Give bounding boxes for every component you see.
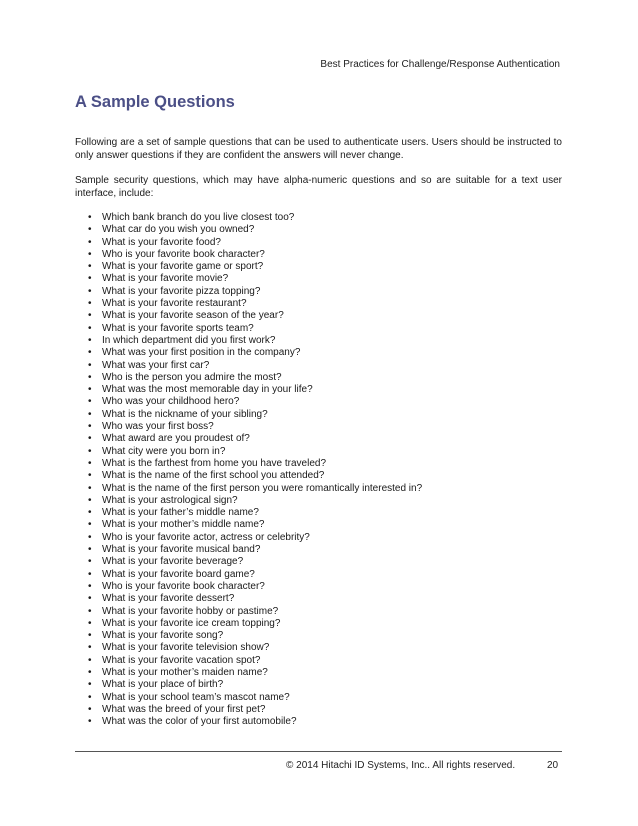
list-item — [88, 655, 422, 667]
list-item — [88, 679, 422, 691]
bullet-icon: • — [88, 691, 92, 703]
question-text: Who is the person you admire the most? — [102, 371, 282, 383]
list-item — [88, 298, 422, 310]
question-text: What is your favorite board game? — [102, 568, 255, 580]
bullet-icon: • — [88, 261, 92, 273]
question-text: What is your favorite game or sport? — [102, 261, 264, 273]
list-item — [88, 261, 422, 273]
list-item — [88, 286, 422, 298]
list-item — [88, 384, 422, 396]
bullet-icon: • — [88, 334, 92, 346]
list-item — [88, 409, 422, 421]
question-text: What is your favorite beverage? — [102, 556, 244, 568]
bullet-icon: • — [88, 580, 92, 592]
bullet-icon: • — [88, 605, 92, 617]
bullet-icon: • — [88, 482, 92, 494]
bullet-icon: • — [88, 371, 92, 383]
bullet-icon: • — [88, 248, 92, 260]
list-item — [88, 396, 422, 408]
question-text: What is your favorite food? — [102, 236, 221, 248]
list-item — [88, 273, 422, 285]
intro-paragraph: Following are a set of sample questions that can be used to authenticate users. Users should be instructed to only answer questions if they are confident the answers will never change. — [75, 137, 562, 161]
list-item — [88, 630, 422, 642]
list-item — [88, 618, 422, 630]
question-text: What is your place of birth? — [102, 679, 224, 691]
question-text: What is your school team’s mascot name? — [102, 691, 290, 703]
list-item — [88, 593, 422, 605]
list-item — [88, 310, 422, 322]
question-text: What is your favorite musical band? — [102, 544, 261, 556]
bullet-icon: • — [88, 224, 92, 236]
question-text: What is your favorite pizza topping? — [102, 285, 261, 297]
question-text: In which department did you first work? — [102, 334, 276, 346]
question-text: What car do you wish you owned? — [102, 224, 255, 236]
list-item — [88, 212, 422, 224]
question-text: What is your favorite vacation spot? — [102, 654, 261, 666]
bullet-icon: • — [88, 531, 92, 543]
bullet-icon: • — [88, 322, 92, 334]
question-text: What is your father’s middle name? — [102, 507, 259, 519]
question-text: What is your mother’s maiden name? — [102, 666, 268, 678]
bullet-icon: • — [88, 519, 92, 531]
question-list — [88, 212, 422, 728]
question-text: What is your favorite restaurant? — [102, 298, 247, 310]
intro-paragraph-2: Sample security questions, which may have alpha-numeric questions and so are suitable for a text user interface, include: — [75, 175, 562, 199]
bullet-icon: • — [88, 494, 92, 506]
bullet-icon: • — [88, 654, 92, 666]
bullet-icon: • — [88, 421, 92, 433]
bullet-icon: • — [88, 544, 92, 556]
running-header: Best Practices for Challenge/Response Authentication — [320, 59, 560, 70]
question-text: What is the nickname of your sibling? — [102, 408, 268, 420]
bullet-icon: • — [88, 347, 92, 359]
list-item — [88, 544, 422, 556]
question-text: What is the farthest from home you have traveled? — [102, 457, 326, 469]
bullet-icon: • — [88, 617, 92, 629]
list-item — [88, 532, 422, 544]
list-item — [88, 556, 422, 568]
list-item — [88, 224, 422, 236]
question-text: What was the breed of your first pet? — [102, 703, 266, 715]
question-text: What is your favorite dessert? — [102, 593, 235, 605]
bullet-icon: • — [88, 593, 92, 605]
bullet-icon: • — [88, 666, 92, 678]
question-text: What is your favorite song? — [102, 630, 224, 642]
list-item — [88, 360, 422, 372]
list-item — [88, 347, 422, 359]
question-text: Who is your favorite actor, actress or celebrity? — [102, 531, 310, 543]
bullet-icon: • — [88, 236, 92, 248]
bullet-icon: • — [88, 273, 92, 285]
question-text: What is your favorite hobby or pastime? — [102, 605, 279, 617]
list-item — [88, 495, 422, 507]
bullet-icon: • — [88, 556, 92, 568]
question-text: What was the most memorable day in your life? — [102, 384, 313, 396]
footer-copyright: © 2014 Hitachi ID Systems, Inc.. All rights reserved. — [286, 760, 516, 771]
question-text: What is the name of the first person you were romantically interested in? — [102, 482, 423, 494]
question-text: What award are you proudest of? — [102, 433, 250, 445]
list-item — [88, 470, 422, 482]
bullet-icon: • — [88, 359, 92, 371]
list-item — [88, 667, 422, 679]
list-item — [88, 569, 422, 581]
bullet-icon: • — [88, 408, 92, 420]
question-text: Which bank branch do you live closest too? — [102, 212, 295, 223]
question-text: Who is your favorite book character? — [102, 580, 265, 592]
list-item — [88, 249, 422, 261]
list-item — [88, 433, 422, 445]
question-text: What was your first position in the company? — [102, 347, 301, 359]
list-item — [88, 483, 422, 495]
bullet-icon: • — [88, 679, 92, 691]
list-item — [88, 446, 422, 458]
list-item — [88, 692, 422, 704]
list-item — [88, 372, 422, 384]
list-item — [88, 507, 422, 519]
list-item — [88, 335, 422, 347]
question-text: Who is your favorite book character? — [102, 248, 265, 260]
question-text: What is your favorite television show? — [102, 642, 270, 654]
question-text: What is your favorite ice cream topping? — [102, 617, 281, 629]
bullet-icon: • — [88, 396, 92, 408]
list-item — [88, 642, 422, 654]
question-text: What is your favorite season of the year? — [102, 310, 284, 322]
question-text: What is your astrological sign? — [102, 494, 238, 506]
bullet-icon: • — [88, 630, 92, 642]
bullet-icon: • — [88, 310, 92, 322]
bullet-icon: • — [88, 457, 92, 469]
bullet-icon: • — [88, 568, 92, 580]
bullet-icon: • — [88, 716, 92, 728]
bullet-icon: • — [88, 433, 92, 445]
list-item — [88, 606, 422, 618]
question-text: Who was your childhood hero? — [102, 396, 240, 408]
question-text: What city were you born in? — [102, 445, 226, 457]
question-text: What was your first car? — [102, 359, 210, 371]
list-item — [88, 421, 422, 433]
list-item — [88, 716, 422, 728]
question-text: What is your favorite movie? — [102, 273, 229, 285]
bullet-icon: • — [88, 285, 92, 297]
list-item — [88, 519, 422, 531]
section-title: A Sample Questions — [75, 93, 235, 111]
bullet-icon: • — [88, 470, 92, 482]
bullet-icon: • — [88, 298, 92, 310]
list-item — [88, 458, 422, 470]
list-item — [88, 323, 422, 335]
page-number: 20 — [547, 760, 559, 771]
question-text: What was the color of your first automobile? — [102, 716, 297, 728]
bullet-icon: • — [88, 507, 92, 519]
list-item — [88, 581, 422, 593]
question-text: What is your favorite sports team? — [102, 322, 254, 334]
bullet-icon: • — [88, 445, 92, 457]
list-item — [88, 237, 422, 249]
bullet-icon: • — [88, 212, 92, 223]
list-item — [88, 704, 422, 716]
bullet-icon: • — [88, 703, 92, 715]
question-text: Who was your first boss? — [102, 421, 214, 433]
footer-rule — [75, 751, 562, 752]
bullet-icon: • — [88, 642, 92, 654]
bullet-icon: • — [88, 384, 92, 396]
question-text: What is the name of the first school you attended? — [102, 470, 325, 482]
question-text: What is your mother’s middle name? — [102, 519, 265, 531]
